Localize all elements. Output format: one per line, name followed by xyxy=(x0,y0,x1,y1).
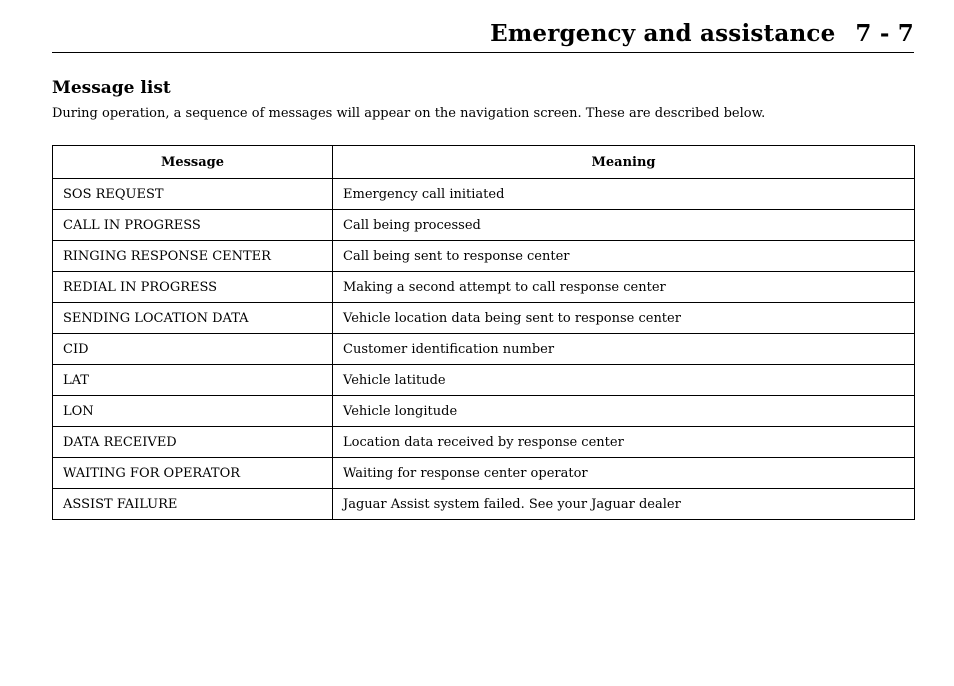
message-cell: REDIAL IN PROGRESS xyxy=(53,272,333,303)
column-header-message: Message xyxy=(53,146,333,179)
table-row xyxy=(53,427,915,458)
table-row xyxy=(53,334,915,365)
meaning-cell: Location data received by response center xyxy=(333,427,915,458)
section-title: Message list xyxy=(52,78,171,98)
meaning-cell: Vehicle location data being sent to response center xyxy=(333,303,915,334)
page-header xyxy=(52,14,914,53)
message-table xyxy=(52,145,915,520)
message-cell: SOS REQUEST xyxy=(53,179,333,210)
meaning-cell: Emergency call initiated xyxy=(333,179,915,210)
meaning-cell: Vehicle longitude xyxy=(333,396,915,427)
meaning-cell: Making a second attempt to call response center xyxy=(333,272,915,303)
meaning-cell: Vehicle latitude xyxy=(333,365,915,396)
message-cell: CID xyxy=(53,334,333,365)
table-header-row xyxy=(53,146,915,179)
column-header-meaning: Meaning xyxy=(333,146,915,179)
table-row xyxy=(53,396,915,427)
message-cell: LON xyxy=(53,396,333,427)
meaning-cell: Call being processed xyxy=(333,210,915,241)
table-row xyxy=(53,365,915,396)
table-row xyxy=(53,210,915,241)
message-cell: SENDING LOCATION DATA xyxy=(53,303,333,334)
message-cell: CALL IN PROGRESS xyxy=(53,210,333,241)
meaning-cell: Waiting for response center operator xyxy=(333,458,915,489)
table-row xyxy=(53,489,915,520)
meaning-cell: Call being sent to response center xyxy=(333,241,915,272)
meaning-cell: Customer identification number xyxy=(333,334,915,365)
message-cell: ASSIST FAILURE xyxy=(53,489,333,520)
message-cell: WAITING FOR OPERATOR xyxy=(53,458,333,489)
table-row xyxy=(53,458,915,489)
table-row xyxy=(53,179,915,210)
message-cell: DATA RECEIVED xyxy=(53,427,333,458)
intro-paragraph: During operation, a sequence of messages will appear on the navigation screen. These are described below. xyxy=(52,106,766,121)
page-number: 7 - 7 xyxy=(855,20,914,47)
header-title xyxy=(490,20,914,47)
table-row xyxy=(53,241,915,272)
message-cell: LAT xyxy=(53,365,333,396)
table-row xyxy=(53,303,915,334)
message-cell: RINGING RESPONSE CENTER xyxy=(53,241,333,272)
meaning-cell: Jaguar Assist system failed. See your Jaguar dealer xyxy=(333,489,915,520)
chapter-title: Emergency and assistance xyxy=(490,20,836,47)
table-row xyxy=(53,272,915,303)
